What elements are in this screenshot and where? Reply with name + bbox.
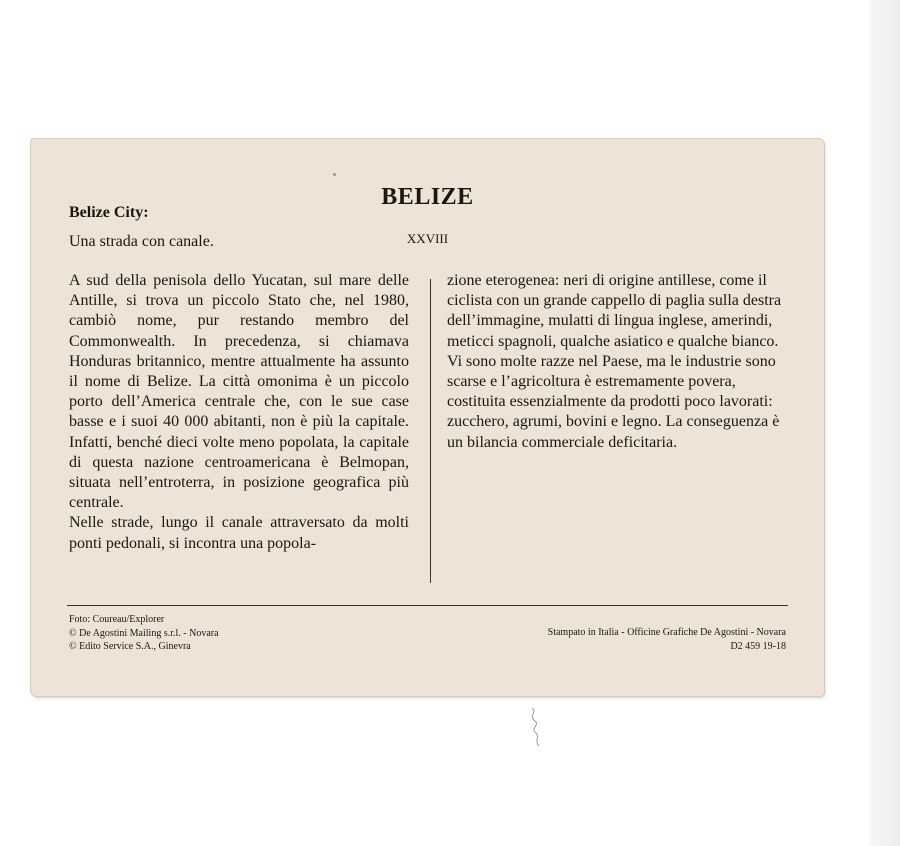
ink-speck <box>333 173 336 176</box>
printer-line: Stampato in Italia - Officine Grafiche De Agostini - Novara <box>547 627 786 638</box>
photo-credit: Foto: Coureau/Explorer <box>69 614 165 625</box>
product-code: D2 459 19-18 <box>730 640 786 652</box>
text-column-left <box>69 271 409 554</box>
printer-block <box>548 626 786 653</box>
scan-background-edge <box>870 0 900 846</box>
card-title: BELIZE <box>381 184 474 210</box>
copyright-line: © Edito Service S.A., Ginevra <box>69 641 191 652</box>
place-heading: Belize City: <box>69 204 149 221</box>
postcard-back <box>31 139 824 696</box>
credits-block <box>69 613 219 654</box>
paragraph: Nelle strade, lungo il canale attraversato da molti ponti pedonali, si incontra una popola- <box>69 514 409 552</box>
text-column-right <box>447 271 789 453</box>
place-subheading: Una strada con canale. <box>69 233 214 250</box>
footer-rule <box>67 605 788 606</box>
copyright-line: © De Agostini Mailing s.r.l. - Novara <box>69 627 219 639</box>
pencil-scribble <box>524 706 546 748</box>
card-number: XXVIII <box>406 231 449 246</box>
paragraph: zione eterogenea: neri di origine antillese, come il ciclista con un grande cappello di paglia sulla destra dell’immagine, mulatti di lingua inglese, amerindi, meticci spagnoli, qualche asiatico e qualche bianco. Vi sono molte razze nel Paese, ma le industrie sono scarse e l’agricoltura è estremamente povera, costituita essenzialmente da prodotti poco lavorati: zucchero, agrumi, bovini e legno. La conseguenza è un bilancia commerciale deficitaria. <box>447 272 782 451</box>
column-divider <box>430 279 431 583</box>
paragraph: A sud della penisola dello Yucatan, sul mare delle Antille, si trova un piccolo Stato che, nel 1980, cambiò nome, pur restando membro del Commonwealth. In precedenza, si chiamava Honduras britannico, mentre attualmente ha assunto il nome di Belize. La città omonima è un piccolo porto dell’America centrale che, con le sue case basse e i suoi 40 000 abitanti, non è più la capitale. Infatti, benché dieci volte meno popolata, la capitale di questa nazione centroamericana è Belmopan, situata nell’entroterra, in posizione geografica più centrale. <box>69 272 409 512</box>
